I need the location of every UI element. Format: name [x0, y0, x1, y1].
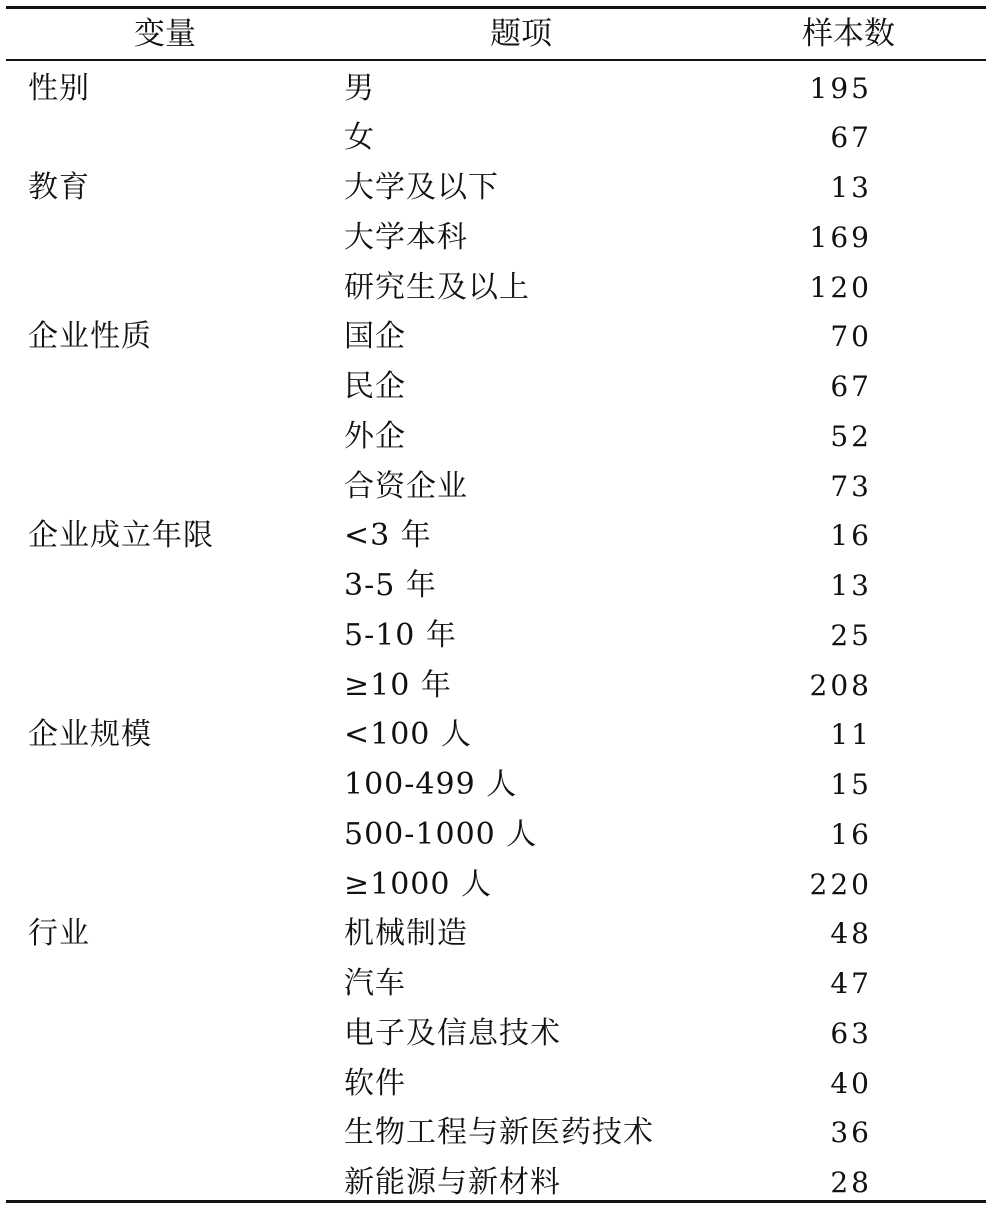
table-row [6, 661, 986, 711]
cell-item: ≥10 年 [344, 667, 452, 703]
cell-item: 国企 [344, 319, 406, 355]
cell-item: 汽车 [344, 966, 406, 1001]
cell-item: 机械制造 [344, 916, 468, 952]
table-row [6, 561, 986, 611]
table-row [6, 909, 986, 959]
cell-count: 220 [809, 867, 872, 901]
cell-count: 63 [830, 1016, 872, 1050]
cell-count: 47 [830, 967, 872, 1000]
table-row [6, 511, 986, 561]
header-item: 题项 [490, 16, 552, 52]
cell-count: 36 [830, 1116, 872, 1150]
table-row [6, 213, 986, 263]
cell-item: 外企 [344, 418, 406, 454]
table-row [6, 462, 986, 512]
cell-item: 女 [344, 120, 375, 156]
cell-count: 73 [830, 469, 872, 503]
cell-count: 70 [830, 320, 872, 354]
cell-count: 195 [809, 71, 872, 105]
cell-item: 电子及信息技术 [344, 1015, 561, 1051]
cell-item: 生物工程与新医药技术 [344, 1115, 654, 1151]
cell-count: 48 [830, 917, 872, 951]
cell-count: 208 [809, 668, 872, 702]
cell-item: 软件 [344, 1065, 406, 1101]
table-row [6, 1009, 986, 1059]
table-row [6, 64, 986, 114]
cell-count: 120 [809, 270, 872, 304]
cell-item: 民企 [344, 369, 406, 404]
cell-count: 25 [830, 618, 872, 652]
table-bottom-rule [6, 1200, 986, 1203]
table-row [6, 362, 986, 412]
cell-count: 67 [830, 370, 872, 403]
table-row [6, 163, 986, 213]
sample-table [6, 6, 986, 1208]
cell-item: 新能源与新材料 [344, 1165, 561, 1200]
cell-count: 11 [830, 718, 872, 752]
table-row [6, 760, 986, 810]
cell-count: 52 [830, 419, 872, 453]
table-row [6, 959, 986, 1009]
cell-item: 研究生及以上 [344, 269, 530, 305]
cell-item: 5-10 年 [344, 617, 457, 653]
cell-item: 大学及以下 [344, 170, 499, 205]
cell-item: 男 [344, 70, 375, 106]
cell-item: <3 年 [344, 518, 432, 554]
cell-item: 3-5 年 [344, 568, 437, 603]
cell-count: 28 [830, 1166, 872, 1199]
cell-variable: 企业性质 [28, 319, 152, 355]
table-row [6, 860, 986, 910]
cell-count: 13 [830, 171, 872, 204]
table-body [6, 61, 986, 1208]
table-row [6, 263, 986, 313]
cell-count: 15 [830, 768, 872, 801]
table-row [6, 1108, 986, 1158]
cell-item: 大学本科 [344, 219, 468, 255]
table-row [6, 412, 986, 462]
table-row [6, 611, 986, 661]
cell-count: 67 [830, 121, 872, 155]
header-variable: 变量 [134, 16, 196, 52]
cell-variable: 教育 [28, 170, 90, 205]
cell-item: 合资企业 [344, 468, 468, 504]
table-header-row [6, 9, 986, 59]
header-count: 样本数 [802, 16, 895, 52]
cell-item: ≥1000 人 [344, 866, 493, 902]
table-row [6, 710, 986, 760]
cell-variable: 企业成立年限 [28, 518, 214, 554]
cell-variable: 行业 [28, 916, 90, 952]
cell-count: 169 [809, 220, 872, 254]
table-row [6, 1059, 986, 1109]
cell-item: 100-499 人 [344, 767, 518, 802]
cell-variable: 企业规模 [28, 717, 152, 753]
cell-count: 16 [830, 817, 872, 851]
cell-count: 16 [830, 519, 872, 553]
table-row [6, 312, 986, 362]
cell-count: 40 [830, 1066, 872, 1100]
cell-item: 500-1000 人 [344, 816, 538, 852]
cell-variable: 性别 [28, 70, 90, 106]
cell-count: 13 [830, 569, 872, 602]
table-row [6, 113, 986, 163]
cell-item: <100 人 [344, 717, 472, 753]
table-row [6, 810, 986, 860]
